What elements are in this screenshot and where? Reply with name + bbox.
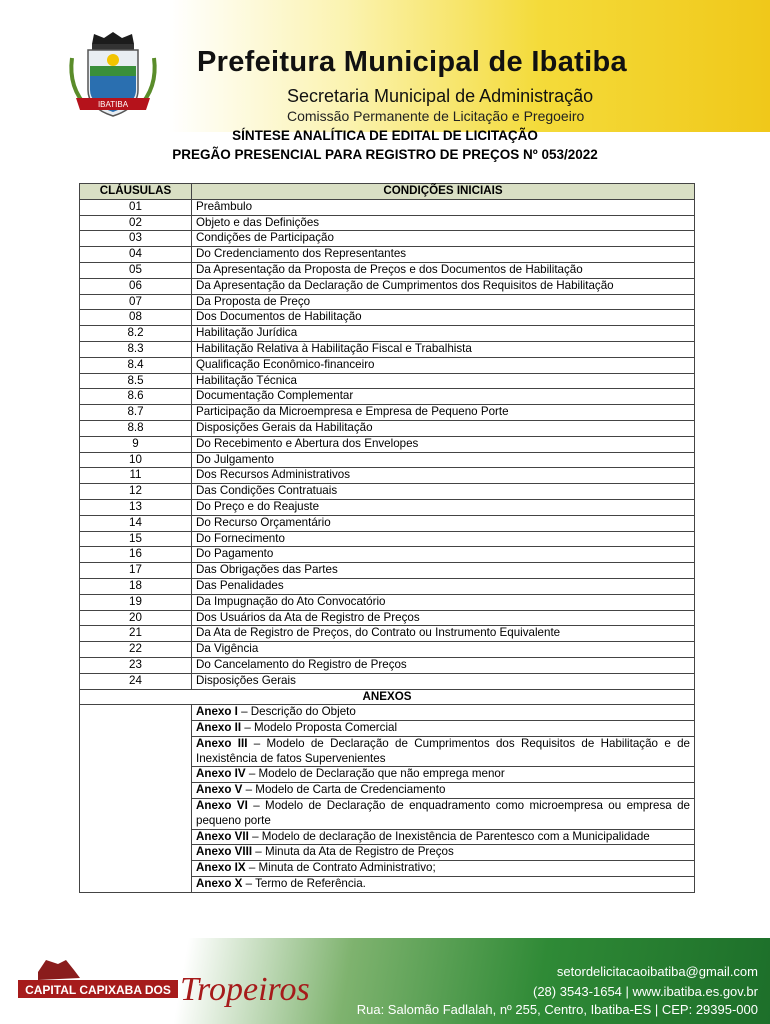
table-row <box>80 420 695 436</box>
table-row <box>80 531 695 547</box>
clause-description: Do Pagamento <box>192 547 695 563</box>
table-row <box>80 578 695 594</box>
clause-number: 8.4 <box>80 357 192 373</box>
clause-number: 19 <box>80 594 192 610</box>
clause-number: 8.2 <box>80 326 192 342</box>
clause-number: 03 <box>80 231 192 247</box>
clause-description: Dos Usuários da Ata de Registro de Preços <box>192 610 695 626</box>
clause-description: Da Proposta de Preço <box>192 294 695 310</box>
annex-text: – Modelo de Declaração de enquadramento como microempresa ou empresa de pequeno porte <box>196 799 690 827</box>
table-row <box>80 563 695 579</box>
clause-number: 02 <box>80 215 192 231</box>
footer-address: Rua: Salomão Fadlalah, nº 255, Centro, Ibatiba-ES | CEP: 29395-000 <box>356 1002 758 1017</box>
clause-number: 18 <box>80 578 192 594</box>
table-row <box>80 436 695 452</box>
annex-row <box>80 705 695 721</box>
annex-label: Anexo VI <box>196 799 248 813</box>
annex-item <box>192 736 695 767</box>
clause-number: 24 <box>80 673 192 689</box>
clause-description: Habilitação Relativa à Habilitação Fiscal e Trabalhista <box>192 341 695 357</box>
crest-ribbon-label: IBATIBA <box>97 100 129 109</box>
annex-label: Anexo X <box>196 877 243 891</box>
banner-text: CAPITAL CAPIXABA DOS <box>25 983 171 997</box>
clause-description: Do Preço e do Reajuste <box>192 499 695 515</box>
clauses-column-header: CLÁUSULAS <box>80 184 192 200</box>
annex-item <box>192 767 695 783</box>
clause-number: 20 <box>80 610 192 626</box>
table-row <box>80 405 695 421</box>
clause-number: 07 <box>80 294 192 310</box>
table-row <box>80 262 695 278</box>
annex-text: – Descrição do Objeto <box>237 705 356 719</box>
annex-item <box>192 877 695 893</box>
clause-description: Do Credenciamento dos Representantes <box>192 247 695 263</box>
clause-number: 15 <box>80 531 192 547</box>
clause-description: Habilitação Jurídica <box>192 326 695 342</box>
table-row <box>80 373 695 389</box>
header-title: Prefeitura Municipal de Ibatiba <box>197 46 627 78</box>
clause-number: 05 <box>80 262 192 278</box>
table-row <box>80 452 695 468</box>
table-row <box>80 294 695 310</box>
clause-description: Do Fornecimento <box>192 531 695 547</box>
annex-label: Anexo IV <box>196 767 246 781</box>
clause-description: Da Ata de Registro de Preços, do Contrato ou Instrumento Equivalente <box>192 626 695 642</box>
annex-item <box>192 829 695 845</box>
clause-description: Documentação Complementar <box>192 389 695 405</box>
banner-script: Tropeiros <box>180 971 310 1008</box>
clause-description: Da Vigência <box>192 642 695 658</box>
annex-text: – Modelo de Declaração que não emprega menor <box>245 767 505 781</box>
annex-label: Anexo V <box>196 783 243 797</box>
footer-email: setordelicitacaoibatiba@gmail.com <box>556 964 758 979</box>
table-row <box>80 594 695 610</box>
clause-number: 11 <box>80 468 192 484</box>
clauses-table <box>79 183 695 893</box>
tropeiros-banner-logo <box>18 950 358 1020</box>
annex-text: – Modelo de declaração de Inexistência de Parentesco com a Municipalidade <box>248 829 650 843</box>
clause-number: 22 <box>80 642 192 658</box>
annex-item <box>192 799 695 830</box>
clause-number: 23 <box>80 657 192 673</box>
clause-number: 16 <box>80 547 192 563</box>
annex-text: – Termo de Referência. <box>242 877 366 891</box>
clause-description: Habilitação Técnica <box>192 373 695 389</box>
annex-heading-row <box>80 689 695 705</box>
clause-number: 13 <box>80 499 192 515</box>
annex-item <box>192 721 695 737</box>
annex-label: Anexo VII <box>196 829 249 843</box>
table-row <box>80 610 695 626</box>
table-row <box>80 231 695 247</box>
annex-item <box>192 861 695 877</box>
table-header-row <box>80 184 695 200</box>
table-row <box>80 326 695 342</box>
clause-description: Objeto e das Definições <box>192 215 695 231</box>
annex-item <box>192 705 695 721</box>
clause-description: Da Impugnação do Ato Convocatório <box>192 594 695 610</box>
conditions-column-header: CONDIÇÕES INICIAIS <box>192 184 695 200</box>
annex-label: Anexo I <box>196 705 238 719</box>
clause-number: 8.8 <box>80 420 192 436</box>
header-subtitle: Secretaria Municipal de Administração <box>287 86 594 106</box>
annex-blank-cell <box>80 705 192 893</box>
clause-number: 04 <box>80 247 192 263</box>
clause-number: 8.6 <box>80 389 192 405</box>
municipal-crest-logo <box>62 28 164 126</box>
table-row <box>80 626 695 642</box>
table-row <box>80 657 695 673</box>
table-row <box>80 278 695 294</box>
table-row <box>80 310 695 326</box>
table-row <box>80 215 695 231</box>
footer-phone-website: (28) 3543-1654 | www.ibatiba.es.gov.br <box>533 984 758 999</box>
clause-number: 8.5 <box>80 373 192 389</box>
clause-number: 8.3 <box>80 341 192 357</box>
table-row <box>80 341 695 357</box>
clause-description: Disposições Gerais da Habilitação <box>192 420 695 436</box>
clause-description: Da Apresentação da Proposta de Preços e dos Documentos de Habilitação <box>192 262 695 278</box>
clause-number: 17 <box>80 563 192 579</box>
table-row <box>80 247 695 263</box>
clause-description: Do Cancelamento do Registro de Preços <box>192 657 695 673</box>
table-row <box>80 499 695 515</box>
clause-description: Das Condições Contratuais <box>192 484 695 500</box>
annex-label: Anexo VIII <box>196 845 253 859</box>
table-row <box>80 673 695 689</box>
table-row <box>80 642 695 658</box>
clause-description: Das Obrigações das Partes <box>192 563 695 579</box>
clause-description: Da Apresentação da Declaração de Cumprimentos dos Requisitos de Habilitação <box>192 278 695 294</box>
clause-number: 01 <box>80 199 192 215</box>
table-row <box>80 389 695 405</box>
clause-description: Participação da Microempresa e Empresa de Pequeno Porte <box>192 405 695 421</box>
document-title-line1: SÍNTESE ANALÍTICA DE EDITAL DE LICITAÇÃO <box>232 128 538 143</box>
annex-text: – Modelo Proposta Comercial <box>241 721 398 735</box>
table-row <box>80 199 695 215</box>
clause-description: Do Recurso Orçamentário <box>192 515 695 531</box>
annex-item <box>192 845 695 861</box>
clause-description: Dos Documentos de Habilitação <box>192 310 695 326</box>
clause-description: Qualificação Econômico-financeiro <box>192 357 695 373</box>
annex-item <box>192 783 695 799</box>
table-row <box>80 468 695 484</box>
table-row <box>80 484 695 500</box>
clause-number: 9 <box>80 436 192 452</box>
annex-text: – Modelo de Carta de Credenciamento <box>242 783 446 797</box>
annex-text: – Minuta de Contrato Administrativo; <box>245 861 436 875</box>
annex-text: – Modelo de Declaração de Cumprimentos dos Requisitos de Habilitação e de Inexistência de fatos Supervenientes <box>196 736 690 765</box>
annex-label: Anexo IX <box>196 861 246 875</box>
annex-heading: ANEXOS <box>80 689 695 705</box>
clause-description: Dos Recursos Administrativos <box>192 468 695 484</box>
table-row <box>80 357 695 373</box>
table-row <box>80 547 695 563</box>
clause-description: Do Julgamento <box>192 452 695 468</box>
clause-number: 21 <box>80 626 192 642</box>
clause-number: 12 <box>80 484 192 500</box>
header-department: Comissão Permanente de Licitação e Pregoeiro <box>287 108 585 124</box>
clause-number: 14 <box>80 515 192 531</box>
annex-label: Anexo III <box>196 736 248 750</box>
clauses-table-body <box>80 199 695 892</box>
clause-number: 08 <box>80 310 192 326</box>
clause-number: 8.7 <box>80 405 192 421</box>
clause-number: 10 <box>80 452 192 468</box>
clause-description: Disposições Gerais <box>192 673 695 689</box>
table-row <box>80 515 695 531</box>
clause-description: Do Recebimento e Abertura dos Envelopes <box>192 436 695 452</box>
clause-description: Preâmbulo <box>192 199 695 215</box>
annex-label: Anexo II <box>196 721 242 735</box>
clause-description: Condições de Participação <box>192 231 695 247</box>
clause-number: 06 <box>80 278 192 294</box>
document-title-line2: PREGÃO PRESENCIAL PARA REGISTRO DE PREÇOS Nº 053/2022 <box>172 147 598 162</box>
annex-text: – Minuta da Ata de Registro de Preços <box>252 845 454 859</box>
clause-description: Das Penalidades <box>192 578 695 594</box>
